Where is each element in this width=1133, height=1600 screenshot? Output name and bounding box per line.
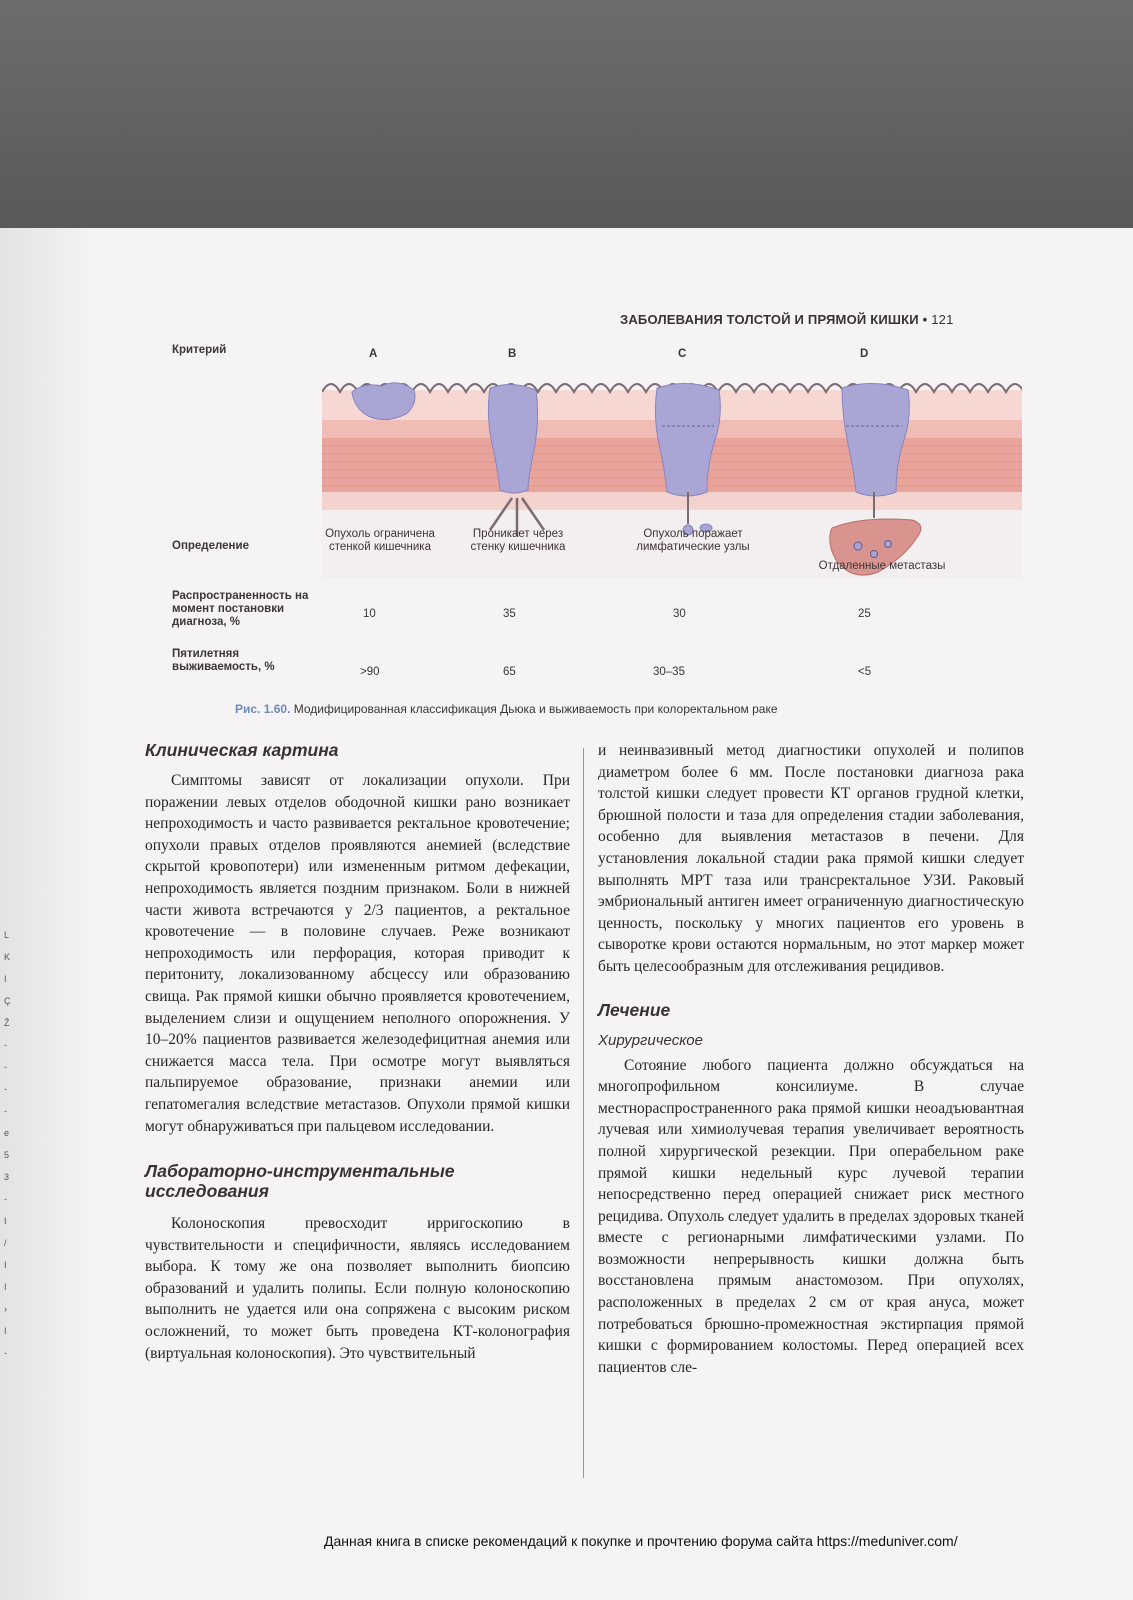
scanner-background [0,0,1133,228]
heading-lab-studies: Лабораторно-инструментальные исследования [145,1161,455,1202]
row-label-criterion: Критерий [172,344,227,356]
margin-mark: Ç [4,996,11,1006]
liver-metastasis [871,551,878,558]
prevalence-stage-c: 30 [673,608,686,620]
liver-metastasis [885,541,892,548]
margin-marks [4,930,18,1370]
margin-mark: I [4,1260,7,1270]
footer-note: Данная книга в списке рекомендаций к покупке и прочтению форума сайта https://meduniver.com/ [324,1533,958,1549]
paragraph-surgical: Сотояние любого пациента должно обсуждаться на многопрофильном консилиуме. В случае местнораспространенного рака прямой кишки неоадъювантная лучевая или химиолучевая терапия увеличивает вероятность полной хирургической резекции. При операбельном раке прямой кишки недельный курс лучевой терапии непосредственно перед операцией снижает риск местного рецидива. Опухоль следует удалить в пределах здоровых тканей вместе с регионарными лимфатическими узлами. По возможности непрерывность кишки должна быть восстановлена прямым анастомозом. При опухолях, расположенных в пределах 2 см от края ануса, может потребоваться брюшно-промежностная экстирпация прямой кишки с формированием колостомы. Перед операцией всех пациентов сле- [598,1056,1024,1376]
row-label-prevalence: Распространенность на момент постановки диагноза, % [172,590,309,628]
stage-letter-d: D [860,348,869,360]
survival-stage-b: 65 [503,666,516,678]
serosa-layer [322,492,1022,510]
margin-mark: - [4,1084,7,1094]
margin-mark: K [4,952,11,962]
paragraph-diagnostics-continued: и неинвазивный метод диагностики опухолей и полипов диаметром более 6 мм. После постановки диагноза рака толстой кишки следует провести КТ органов грудной клетки, брюшной полости и таза для определения стадии заболевания, особенно для выявления метастазов в печени. Для установления локальной стадии рака прямой кишки следует выполнять МРТ таза или трансректальное УЗИ. Раковый эмбриональный антиген имеет ограниченную диагностическую ценность, поскольку у многих пациентов его уровень в сыворотке крови остаются нормальным, но этот маркер может быть целесообразным для отслеживания рецидивов. [598,742,1024,975]
margin-mark: 5 [4,1150,10,1160]
figure-caption [235,702,1035,716]
margin-mark: I [4,1216,7,1226]
definition-stage-a: Опухоль ограничена стенкой кишечника [325,528,435,553]
running-head-title: ЗАБОЛЕВАНИЯ ТОЛСТОЙ И ПРЯМОЙ КИШКИ [620,312,919,327]
definition-stage-d: Отдаленные метастазы [818,560,946,572]
page-gutter-shadow [0,228,90,1600]
prevalence-stage-d: 25 [858,608,871,620]
prevalence-stage-b: 35 [503,608,516,620]
margin-mark: / [4,1238,7,1248]
column-rule [583,748,584,1478]
margin-mark: L [4,930,10,940]
prevalence-stage-a: 10 [363,608,376,620]
heading-clinical-picture: Клиническая картина [145,740,339,760]
margin-mark: - [4,1194,7,1204]
definition-stage-b: Проникает через стенку кишечника [470,528,566,553]
subheading-surgical: Хирургическое [598,1031,703,1049]
page-number: 121 [931,312,954,327]
row-label-definition: Определение [172,540,249,552]
margin-mark: › [4,1304,7,1314]
definition-stage-c: Опухоль поражает лимфатические узлы [636,528,750,553]
paragraph-lab: Колоноскопия превосходит ирригоскопию в чувствительности и специфичности, являясь исследованием выбора. К тому же она позволяет выполнить биопсию образований и удалить полипы. Если полную колоноскопию выполнить не удается или она сопряжена с высоким риском осложнений, то может быть проведена КТ-колонография (виртуальная колоноскопия). Это чувствительный [145,1215,570,1362]
margin-mark: - [4,1040,7,1050]
right-column [598,740,1024,1378]
left-column [145,740,570,1364]
heading-treatment: Лечение [598,999,671,1020]
running-head [620,312,1050,327]
margin-mark: 3 [4,1172,10,1182]
running-head-separator: • [922,312,928,327]
margin-mark: e [4,1128,10,1138]
stage-letter-a: A [369,348,378,360]
margin-mark: I [4,1282,7,1292]
stage-letter-b: B [508,348,517,360]
margin-mark: - [4,1348,7,1358]
margin-mark: I [4,1326,7,1336]
margin-mark: - [4,1106,7,1116]
row-label-survival: Пятилетняя выживаемость, % [172,648,275,673]
margin-mark: - [4,1062,7,1072]
liver-metastasis [854,542,862,550]
stage-letter-c: C [678,348,687,360]
figure-caption-number: Рис. 1.60. [235,702,291,716]
paragraph-clinical: Симптомы зависят от локализации опухоли. При поражении левых отделов ободочной кишки рано возникает непроходимость и часто развивается ректальное кровотечение; опухоли правых отделов проявляются анемией (вследствие скрытой кровопотери) или измененным ритмом дефекации, непроходимость является поздним признаком. Боли в нижней части живота встречаются у 2/3 пациентов, а ректальное кровотечение — в половине случаев. Реже возникают непроходимость или перфорация, которая приводит к перитониту, локализованному абсцессу или образованию свища. Рак прямой кишки обычно проявляется кровотечением, выделением слизи и ощущением неполного опорожнения. У 10–20% пациентов развивается железодефицитная анемия или снижается масса тела. При осмотре могут выявляться пальпируемое образование, признаки анемии или гепатомегалия вследствие метастазов. Опухоли прямой кишки могут обнаруживаться при пальцевом исследовании. [145,772,570,1135]
margin-mark: Ž [4,1018,10,1028]
survival-stage-a: >90 [360,666,380,678]
survival-stage-c: 30–35 [653,666,685,678]
margin-mark: I [4,974,7,984]
dukes-classification-figure [150,340,1050,740]
figure-caption-text: Модифицированная классификация Дьюка и выживаемость при колоректальном раке [293,702,778,716]
survival-stage-d: <5 [858,666,872,678]
